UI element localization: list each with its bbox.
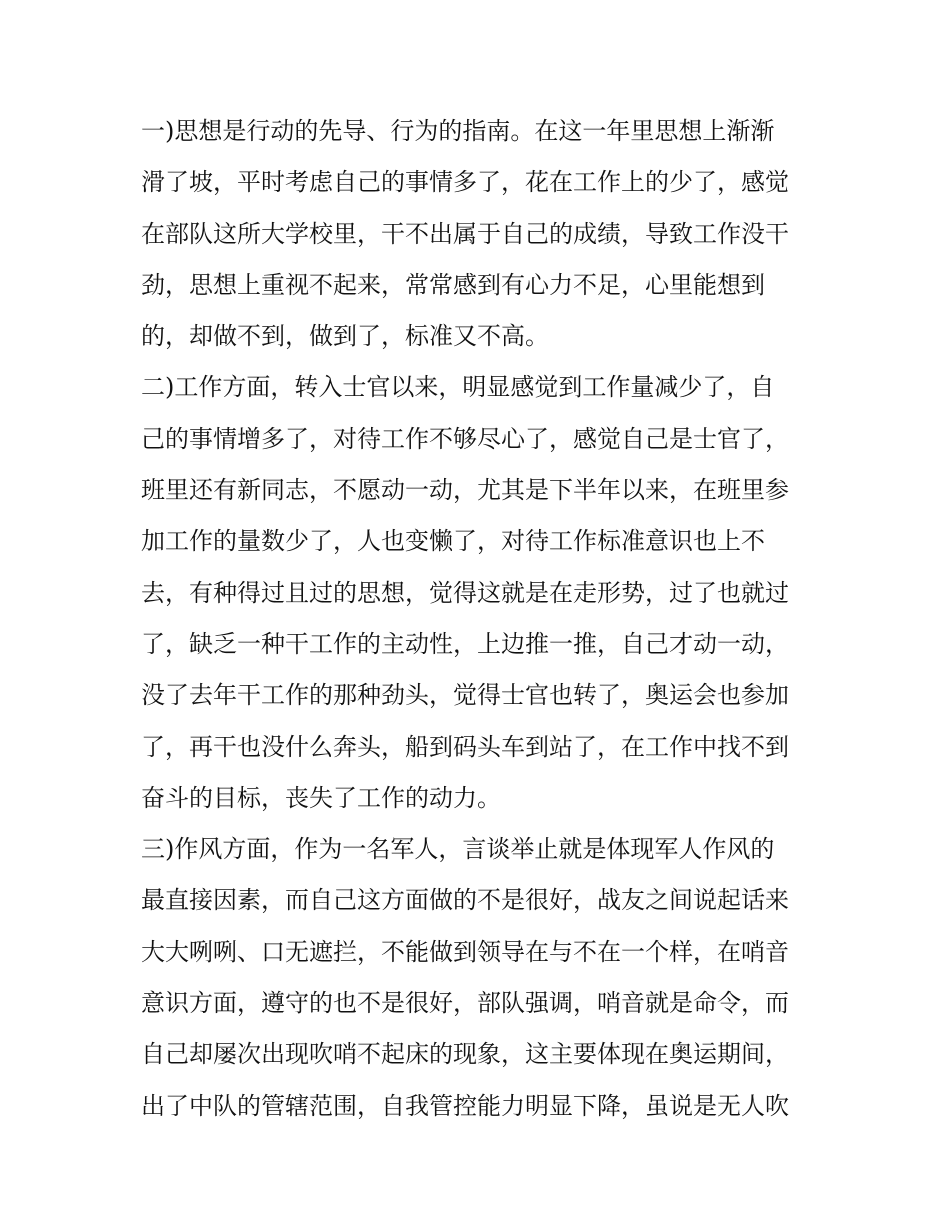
text-line: 滑了坡，平时考虑自己的事情多了，花在工作上的少了，感觉 [141, 168, 789, 197]
document-body [141, 106, 821, 1132]
text-line: 三)作风方面，作为一名军人，言谈举止就是体现军人作风的 [141, 835, 775, 864]
text-line: 去，有种得过且过的思想，觉得这就是在走形势，过了也就过 [141, 578, 789, 607]
text-line: 了，缺乏一种干工作的主动性，上边推一推，自己才动一动， [141, 629, 789, 658]
text-line: 劲，思想上重视不起来，常常感到有心力不足，心里能想到 [141, 270, 765, 299]
text-line: 大大咧咧、口无遮拦，不能做到领导在与不在一个样，在哨音 [141, 937, 789, 966]
text-line: 最直接因素，而自己这方面做的不是很好，战友之间说起话来 [141, 886, 789, 915]
text-line: 班里还有新同志，不愿动一动，尤其是下半年以来，在班里参 [141, 476, 789, 505]
text-line: 出了中队的管辖范围，自我管控能力明显下降，虽说是无人吹 [141, 1091, 789, 1120]
text-line: 一)思想是行动的先导、行为的指南。在这一年里思想上渐渐 [141, 117, 775, 145]
text-line: 己的事情增多了，对待工作不够尽心了，感觉自己是士官了， [141, 424, 789, 453]
text-line: 在部队这所大学校里，干不出属于自己的成绩，导致工作没干 [141, 219, 789, 248]
text-line: 没了去年干工作的那种劲头，觉得士官也转了，奥运会也参加 [141, 681, 789, 710]
text-line: 意识方面，遵守的也不是很好，部队强调，哨音就是命令，而 [141, 989, 789, 1018]
text-line: 了，再干也没什么奔头，船到码头车到站了，在工作中找不到 [141, 732, 789, 761]
text-line: 二)工作方面，转入士官以来，明显感觉到工作量减少了，自 [141, 373, 775, 402]
text-line: 加工作的量数少了，人也变懒了，对待工作标准意识也上不 [141, 527, 765, 556]
text-line: 奋斗的目标，丧失了工作的动力。 [141, 783, 501, 812]
text-line: 的，却做不到，做到了，标准又不高。 [141, 322, 549, 351]
text-line: 自己却屡次出现吹哨不起床的现象，这主要体现在奥运期间， [141, 1040, 789, 1069]
